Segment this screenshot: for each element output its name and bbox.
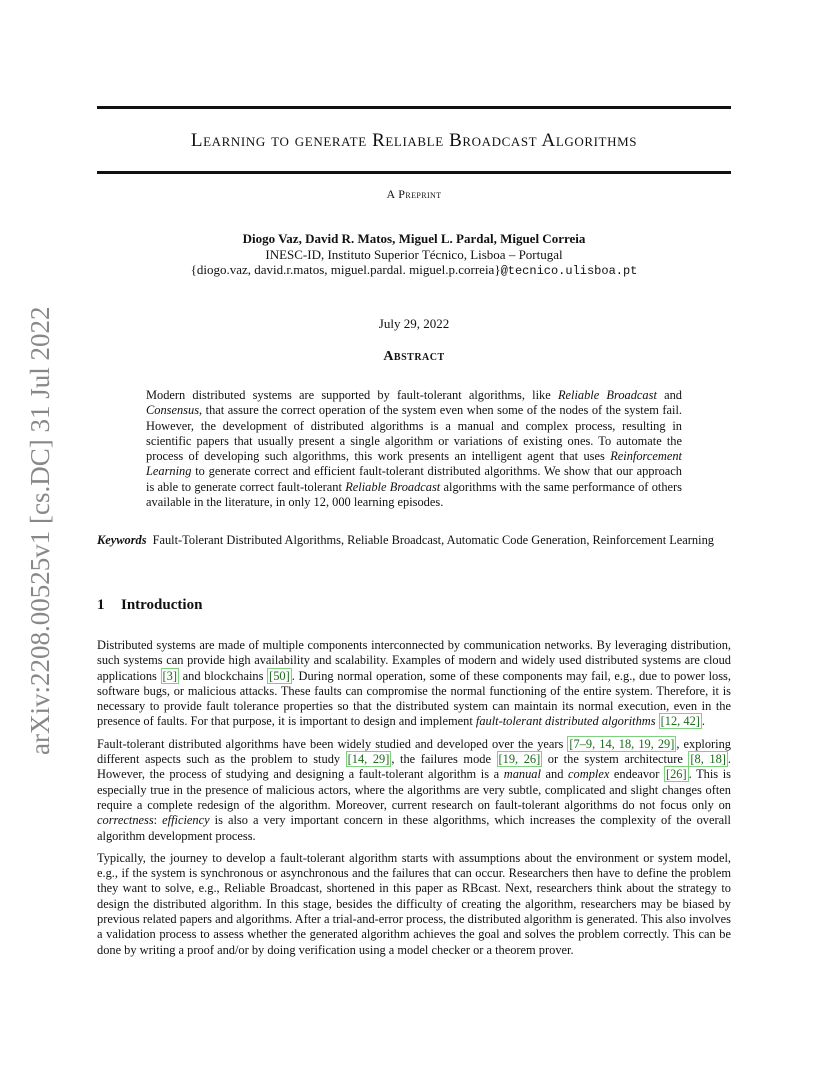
title-rule-top — [97, 106, 731, 109]
affiliation: INESC-ID, Instituto Superior Técnico, Lisboa – Portugal — [265, 247, 563, 262]
citation-link[interactable]: [12, 42] — [660, 714, 700, 729]
section-heading-introduction — [97, 597, 202, 614]
paragraph-1: Distributed systems are made of multiple components interconnected by communication networks. By leveraging distribution, such systems can provide high availability and scalability. Examples of modern and widely used distributed systems are cloud applications [3] and blockchains [50] . During normal operation, some of these components may fail, e.g., due to power loss, software bugs, or malicious attacks. These faults can compromise the normal functioning of the entire system. Therefore, it is necessary to provide fault tolerance properties so that the distributed system can maintain its normal execution, even in the presence of faults. For that purpose, it is important to design and implement fault-tolerant distributed algorithms [12, 42] . — [97, 638, 731, 729]
section-title: Introduction — [121, 597, 203, 613]
introduction-body — [97, 638, 731, 965]
citation-link[interactable]: [8, 18] — [690, 752, 726, 767]
citation-link[interactable]: [3] — [162, 668, 177, 683]
author-list: Diogo Vaz, David R. Matos, Miguel L. Pardal, Miguel Correia — [242, 231, 586, 246]
emails-domain: @tecnico.ulisboa.pt — [500, 264, 638, 278]
emails-prefix: {diogo.vaz, david.r.matos, miguel.pardal. miguel.p.correia} — [190, 262, 501, 277]
citation-link[interactable]: [7–9, 14, 18, 19, 29] — [569, 736, 675, 751]
author-emails — [0, 262, 828, 278]
paragraph-3: Typically, the journey to develop a fault-tolerant algorithm starts with assumptions about the environment or system model, e.g., if the system is synchronous or asynchronous and the failures that can occur. Researchers then have to define the problem they want to solve, e.g., Reliable Broadcast, shortened in this paper as RBcast. Next, researchers think about the strategy to design the distributed algorithm. In this stage, besides the difficulty of creating the algorithm, researchers may be biased by previous related papers and algorithms. After a trial-and-error process, the distributed algorithm is generated. This also involves a validation process to assess whether the generated algorithm achieves the goal and solves the problem correctly. This can be done by writing a proof and/or by doing verification using a model checker or a theorem prover. — [97, 850, 731, 957]
section-number: 1 — [97, 597, 105, 613]
abstract-heading: Abstract — [383, 349, 445, 364]
paragraph-2: Fault-tolerant distributed algorithms have been widely studied and developed over the years [7–9, 14, 18, 19, 29] , exploring different aspects such as the problem to study [14, 29] , the failures mode [19, 26] or the system architecture [8, 18] . However, the process of studying and designing a fault-tolerant algorithm is a manual and complex endeavor [26] . This is especially true in the presence of malicious actors, where the algorithms are very subtle, complicated and slight changes often require a complete redesign of the algorithm. Moreover, current research on fault-tolerant algorithms do not focus only on correctness: efficiency is also a very important concern in these algorithms, which increases the complexity of the overall algorithm development process. — [97, 736, 732, 843]
abstract-text: Modern distributed systems are supported by fault-tolerant algorithms, like Reliable Broadcast and Consensus, that assure the correct operation of the system even when some of the nodes of the system fail. However, the development of distributed algorithms is a manual and complex process, resulting in scientific papers that usually present a single algorithm or variations of existing ones. To automate the process of developing such algorithms, this work presents an intelligent agent that uses Reinforcement Learning to generate correct and efficient fault-tolerant distributed algorithms. We show that our approach is able to generate correct fault-tolerant Reliable Broadcast algorithms with the same performance of others available in the literature, in only 12, 000 learning episodes. — [146, 388, 682, 510]
citation-link[interactable]: [26] — [665, 767, 687, 782]
keywords-label: Keywords — [97, 533, 147, 547]
title-rule-bottom — [97, 171, 731, 174]
publication-date: July 29, 2022 — [378, 316, 450, 331]
paper-title: Learning to generate Reliable Broadcast Algorithms — [190, 130, 638, 151]
preprint-label: A Preprint — [386, 187, 442, 201]
keywords — [97, 533, 731, 548]
arxiv-identifier-text: arXiv:2208.00525v1 [cs.DC] 31 Jul 2022 — [25, 306, 55, 755]
keywords-list: Fault-Tolerant Distributed Algorithms, Reliable Broadcast, Automatic Code Generation, Reinforcement Learning — [152, 533, 714, 547]
citation-link[interactable]: [19, 26] — [498, 752, 541, 767]
citation-link[interactable]: [14, 29] — [347, 752, 390, 767]
citation-link[interactable]: [50] — [269, 668, 290, 683]
